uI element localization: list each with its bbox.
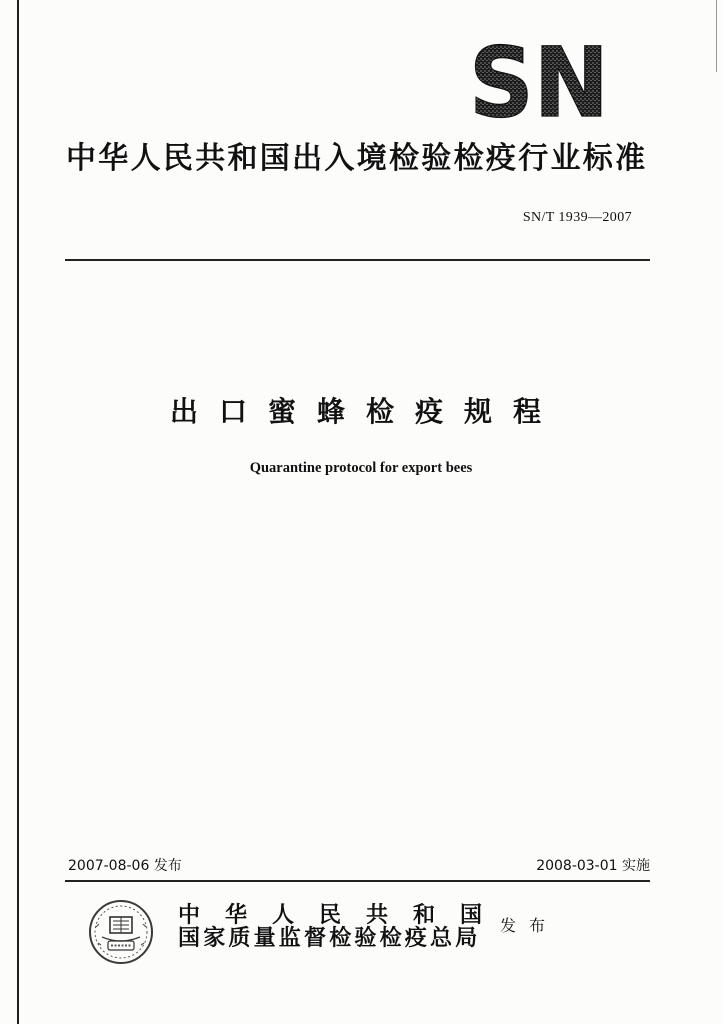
footer-divider — [65, 880, 650, 882]
scan-edge-left — [17, 0, 19, 1024]
header-divider — [65, 259, 650, 261]
official-seal — [86, 897, 156, 967]
document-title-zh: 出口蜜蜂检疫规程 — [170, 395, 563, 428]
publish-label: 发布 — [500, 918, 559, 935]
document-title-en: Quarantine protocol for export bees — [249, 460, 473, 476]
issuer-title: 中华人民共和国出入境检验检疫行业标准 — [66, 141, 648, 176]
publisher-line-2: 国家质量监督检验检疫总局 — [178, 925, 481, 950]
effective-date: 2008-03-01 实施 — [536, 858, 650, 874]
issue-date: 2007-08-06 发布 — [68, 858, 182, 874]
standard-number: SN/T 1939—2007 — [522, 210, 632, 225]
sn-logo-text: SN — [469, 42, 609, 120]
sn-logo — [468, 42, 610, 120]
scan-edge-right — [716, 0, 717, 72]
publisher-line-1: 中华人民共和国 — [178, 902, 508, 927]
